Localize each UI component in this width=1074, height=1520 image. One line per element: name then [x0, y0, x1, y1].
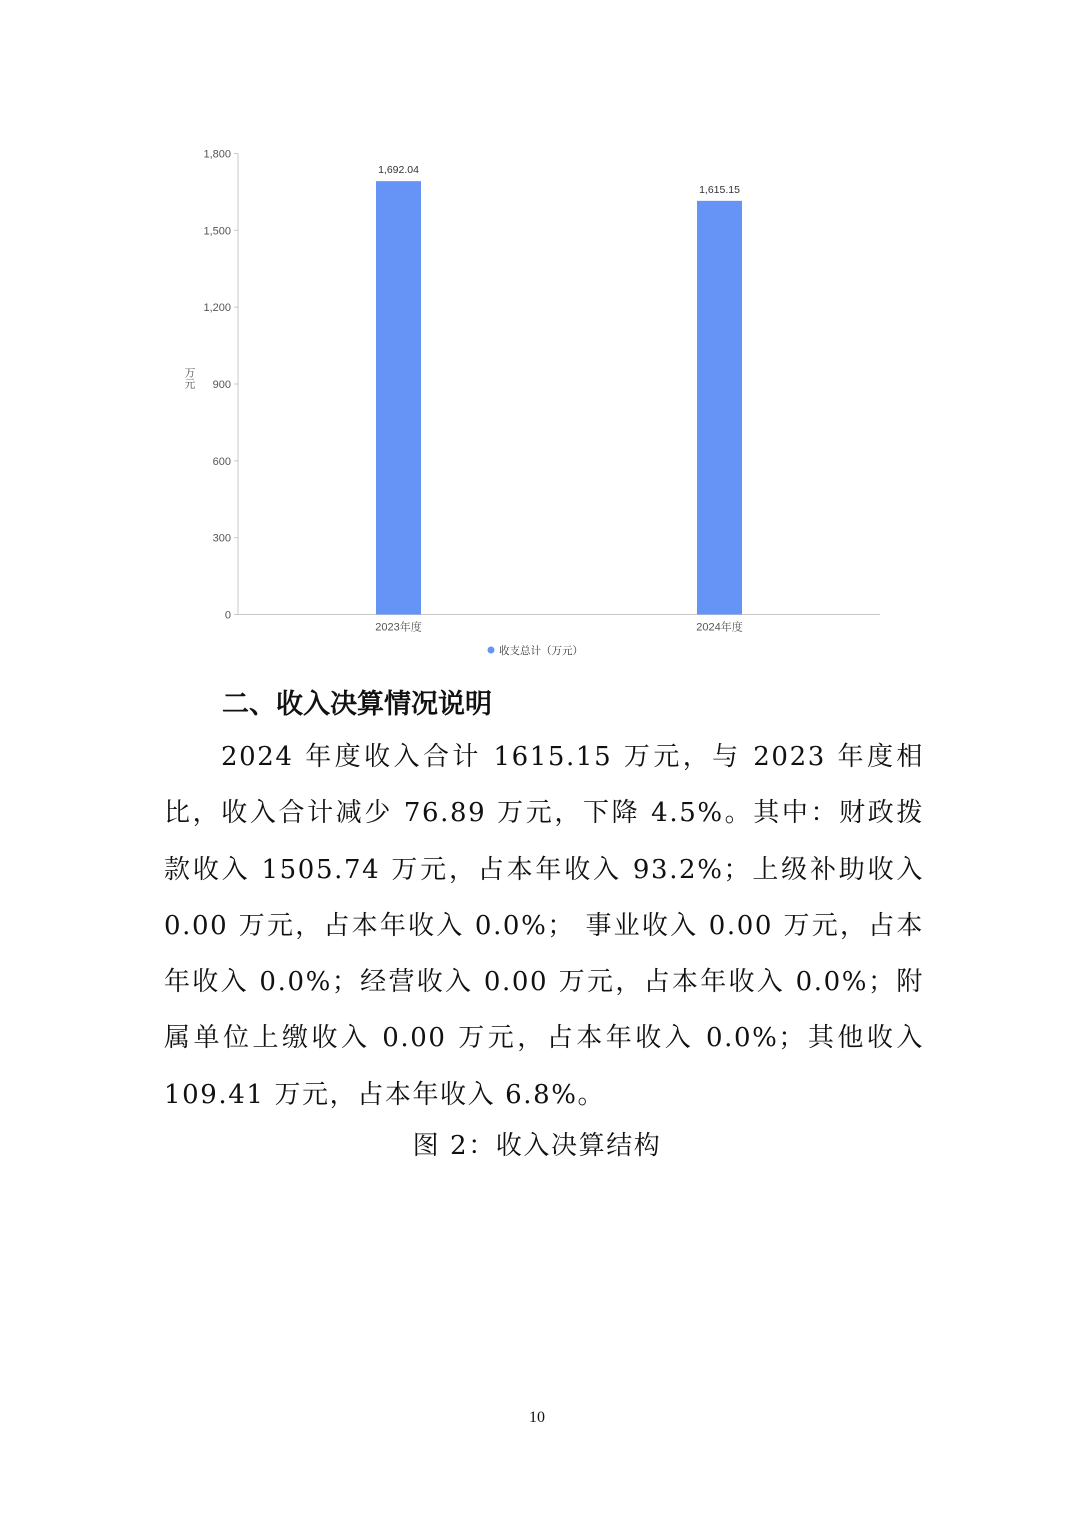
bar[interactable] — [376, 181, 421, 614]
legend-marker — [488, 647, 495, 654]
y-tick-label: 1,500 — [203, 225, 231, 238]
bar[interactable] — [697, 201, 742, 615]
y-tick-label: 1,200 — [203, 302, 231, 315]
section-heading: 二、收入决算情况说明 — [222, 689, 492, 720]
bar-value-label: 1,615.15 — [699, 183, 740, 196]
y-tick-label: 600 — [212, 455, 231, 468]
income-expenditure-bar-chart — [0, 0, 1074, 680]
bar-series — [376, 164, 742, 614]
x-axis — [375, 620, 742, 634]
y-axis-label: 万元 — [183, 367, 195, 389]
y-tick-label: 0 — [224, 609, 231, 622]
y-tick-label: 1,800 — [203, 148, 231, 161]
legend-label: 收支总计（万元） — [499, 645, 583, 657]
figure-caption: 图 2：收入决算结构 — [412, 1131, 662, 1161]
page-number: 10 — [529, 1409, 545, 1426]
bar-value-label: 1,692.04 — [378, 164, 419, 177]
chart-legend[interactable] — [488, 644, 584, 657]
y-tick-label: 900 — [212, 379, 231, 391]
x-tick-label: 2023年度 — [375, 621, 422, 634]
y-axis — [203, 149, 238, 622]
x-tick-label: 2024年度 — [696, 621, 743, 634]
income-summary-paragraph: 2024 年度收入合计 1615.15 万元，与 2023 年度相比，收入合计减少 76.89 万元，下降 4.5%。其中：财政拨款收入 1505.74 万元，占本年收入 93.2%；上级补助收入 0.00 万元，占本年收入 0.0%； 事业收入 0.00 万元，占本年收入 0.0%；经营收入 0.00 万元，占本年收入 0.0%；附属单位上缴收入 0.00 万元，占本年收入 0.0%；其他收入 109.41 万元，占本年收入 6.8%。 — [164, 742, 924, 1110]
y-tick-label: 300 — [212, 532, 231, 545]
